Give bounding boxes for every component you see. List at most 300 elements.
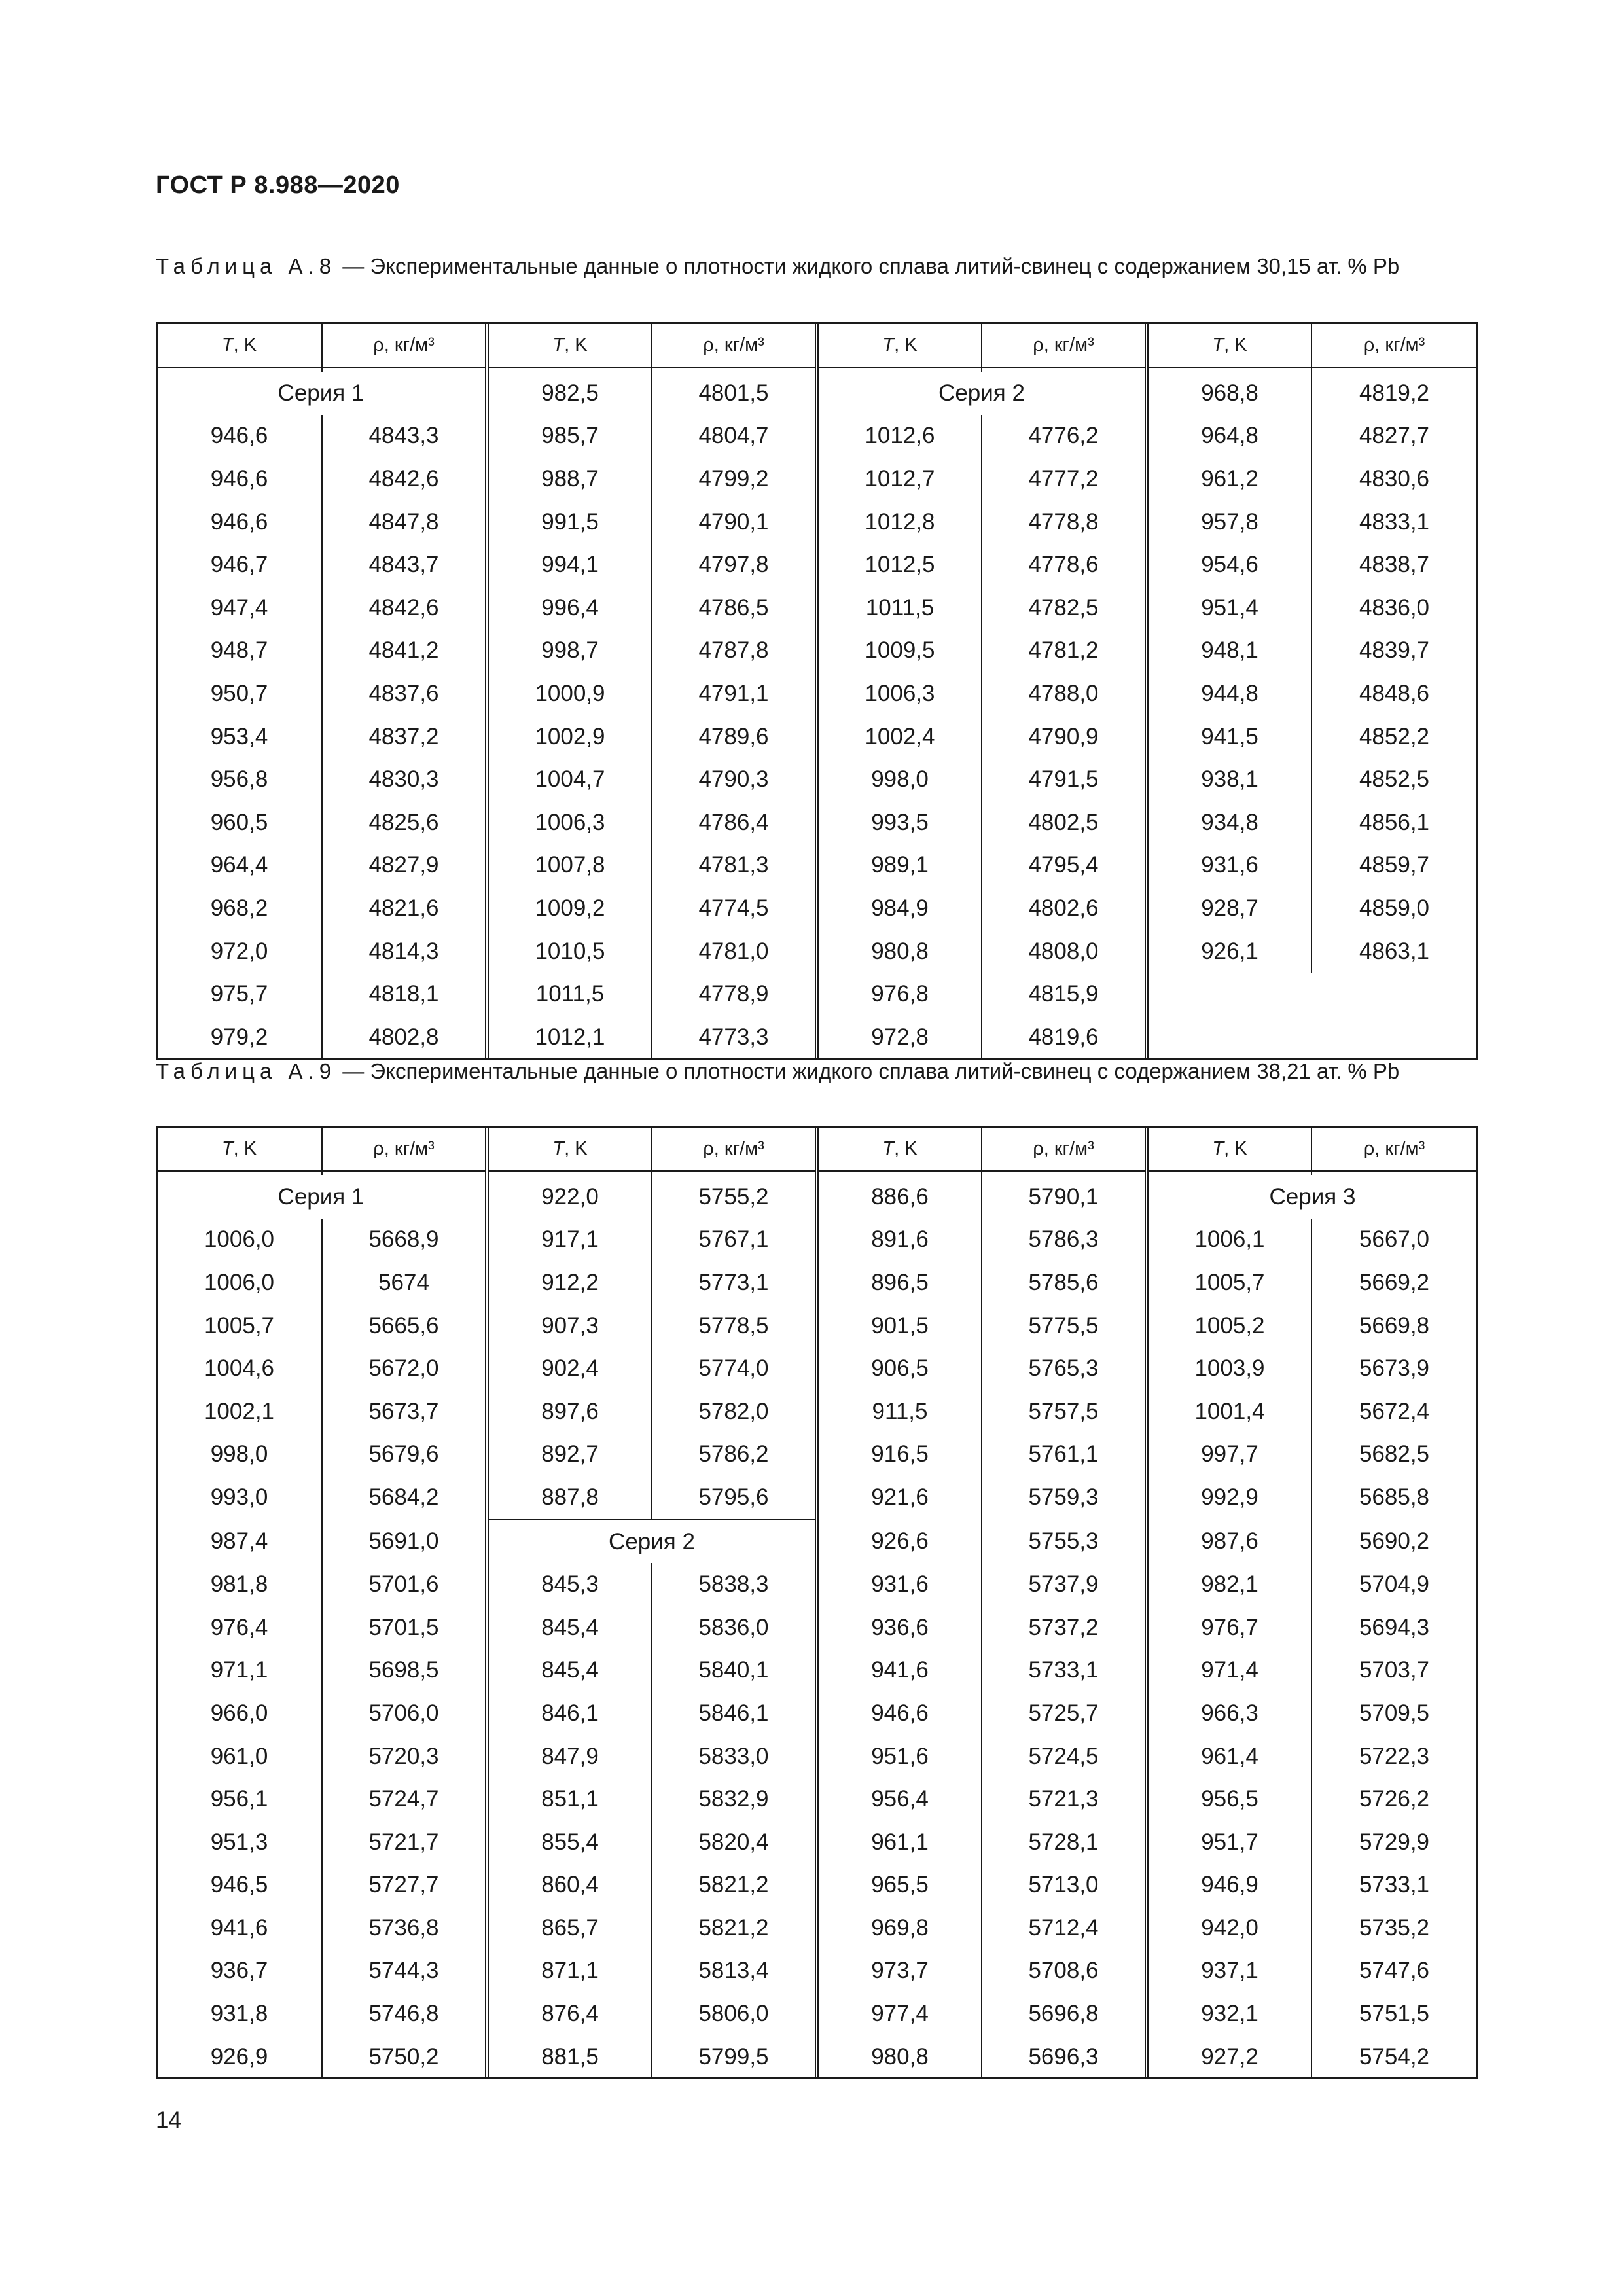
density-value: 4786,5 [652, 586, 817, 630]
table-row [157, 1778, 1476, 1821]
density-value: 4839,7 [1359, 637, 1430, 664]
temperature-value: 926,1 [1147, 930, 1311, 973]
spacer-cell [1147, 1171, 1311, 1175]
density-value: 5725,7 [982, 1692, 1147, 1735]
temperature-value: 956,4 [817, 1778, 982, 1821]
temperature-value: 1012,7 [817, 457, 982, 501]
temperature-value: 951,7 [1147, 1821, 1311, 1864]
density-value: 5696,3 [982, 2036, 1147, 2079]
density-value: 5721,7 [322, 1821, 487, 1864]
table-row [157, 1692, 1476, 1735]
temperature-value: 946,6 [157, 415, 322, 458]
density-value: 5757,5 [982, 1390, 1147, 1433]
density-value: 5682,5 [1359, 1441, 1430, 1467]
density-value: 4791,1 [652, 672, 817, 715]
empty-cell [1147, 973, 1476, 1058]
temperature-value: 931,6 [1147, 844, 1311, 888]
temperature-value: 931,6 [817, 1563, 982, 1606]
density-value: 4837,2 [322, 715, 487, 759]
temperature-value: 926,9 [157, 2036, 322, 2079]
temperature-value: 976,8 [817, 973, 982, 1016]
density-value: 5668,9 [322, 1219, 487, 1262]
density-value: 5751,5 [1359, 2001, 1430, 2027]
table-row [157, 887, 1476, 930]
density-value: 4778,6 [982, 543, 1147, 586]
temperature-value: 911,5 [817, 1390, 982, 1433]
table-a9-caption-label: Таблица А.9 [156, 1059, 337, 1083]
temperature-value: 961,1 [817, 1821, 982, 1864]
temperature-value: 1006,3 [817, 672, 982, 715]
temperature-value: 998,0 [817, 758, 982, 801]
temperature-value: 951,6 [817, 1735, 982, 1778]
table-a9 [157, 1127, 1476, 2078]
temperature-value: 1009,5 [817, 630, 982, 673]
temperature-value: 871,1 [487, 1950, 652, 1993]
temperature-value: 912,2 [487, 1261, 652, 1304]
table-row [157, 672, 1476, 715]
density-value: 5747,6 [1359, 1958, 1430, 1984]
spacer-cell [322, 1171, 487, 1175]
temperature-value: 946,6 [157, 457, 322, 501]
header-density: ρ, кг/м³ [982, 1127, 1147, 1171]
table-row [157, 2036, 1476, 2079]
table-a9-caption-text: — Экспериментальные данные о плотности жидкого сплава литий-свинец с содержанием 38,21 ат. % Pb [336, 1059, 1400, 1083]
density-value: 5775,5 [982, 1304, 1147, 1348]
temperature-value: 936,7 [157, 1950, 322, 1993]
temperature-value: 891,6 [817, 1219, 982, 1262]
density-value: 5833,0 [652, 1735, 817, 1778]
temperature-value: 845,4 [487, 1649, 652, 1693]
spacer-cell [1147, 367, 1311, 372]
density-value: 4856,1 [1359, 809, 1430, 835]
temperature-value: 982,1 [1147, 1563, 1311, 1606]
spacer-cell [652, 1171, 817, 1175]
temperature-value: 942,0 [1147, 1907, 1311, 1950]
density-value: 5685,8 [1359, 1484, 1430, 1511]
table-row [157, 457, 1476, 501]
temperature-value: 946,6 [817, 1692, 982, 1735]
density-value: 5759,3 [982, 1476, 1147, 1520]
temperature-value: 932,1 [1147, 1992, 1311, 2036]
density-value: 4841,2 [322, 630, 487, 673]
temperature-value: 1002,4 [817, 715, 982, 759]
temperature-value: 897,6 [487, 1390, 652, 1433]
temperature-value: 886,6 [817, 1175, 982, 1219]
temperature-value: 992,9 [1147, 1476, 1311, 1520]
temperature-value: 847,9 [487, 1735, 652, 1778]
table-row [157, 1907, 1476, 1950]
header-density: ρ, кг/м³ [322, 323, 487, 367]
temperature-value: 946,5 [157, 1864, 322, 1907]
temperature-value: 961,0 [157, 1735, 322, 1778]
header-density: ρ, кг/м³ [1311, 1127, 1476, 1171]
density-value: 4819,2 [1359, 380, 1430, 406]
density-value: 5672,0 [322, 1347, 487, 1390]
density-value: 5674 [322, 1261, 487, 1304]
density-value: 5721,3 [982, 1778, 1147, 1821]
temperature-value: 1004,7 [487, 758, 652, 801]
density-value: 5673,7 [322, 1390, 487, 1433]
density-value: 5806,0 [652, 1992, 817, 2036]
density-value: 5726,2 [1359, 1786, 1430, 1812]
density-value: 5708,6 [982, 1950, 1147, 1993]
spacer-cell [1311, 367, 1476, 372]
density-value: 4830,3 [322, 758, 487, 801]
density-value: 4778,9 [652, 973, 817, 1016]
table-row [157, 1347, 1476, 1390]
density-value: 5832,9 [652, 1778, 817, 1821]
table-row [157, 973, 1476, 1016]
table-row [157, 1864, 1476, 1907]
table-row [157, 630, 1476, 673]
temperature-value: 985,7 [487, 415, 652, 458]
density-value: 4814,3 [322, 930, 487, 973]
density-value: 5790,1 [982, 1175, 1147, 1219]
temperature-value: 922,0 [487, 1175, 652, 1219]
temperature-value: 1009,2 [487, 887, 652, 930]
temperature-value: 946,6 [157, 501, 322, 544]
density-value: 5713,0 [982, 1864, 1147, 1907]
density-value: 5755,3 [982, 1520, 1147, 1564]
table-row [157, 1390, 1476, 1433]
table-row [157, 543, 1476, 586]
table-row [157, 1649, 1476, 1693]
document-title: ГОСТ Р 8.988—2020 [156, 171, 400, 199]
density-value: 5733,1 [1359, 1872, 1430, 1898]
temperature-value: 961,2 [1147, 457, 1311, 501]
temperature-value: 1005,2 [1147, 1304, 1311, 1348]
table-row [157, 415, 1476, 458]
temperature-value: 948,7 [157, 630, 322, 673]
density-value: 4818,1 [322, 973, 487, 1016]
table-row [157, 1821, 1476, 1864]
temperature-value: 1000,9 [487, 672, 652, 715]
table-row [157, 1175, 1476, 1219]
density-value: 4825,6 [322, 801, 487, 844]
density-value: 5785,6 [982, 1261, 1147, 1304]
density-value: 4808,0 [982, 930, 1147, 973]
temperature-value: 865,7 [487, 1907, 652, 1950]
table-row [157, 1261, 1476, 1304]
density-value: 4837,6 [322, 672, 487, 715]
density-value: 4863,1 [1359, 938, 1430, 964]
density-value: 5709,5 [1359, 1700, 1430, 1726]
density-value: 5727,7 [322, 1864, 487, 1907]
temperature-value: 980,8 [817, 930, 982, 973]
temperature-value: 845,4 [487, 1606, 652, 1649]
temperature-value: 937,1 [1147, 1950, 1311, 1993]
density-value: 5694,3 [1359, 1614, 1430, 1640]
header-temperature: T, K [817, 1127, 982, 1171]
density-value: 4827,9 [322, 844, 487, 888]
temperature-value: 892,7 [487, 1433, 652, 1477]
density-value: 5782,0 [652, 1390, 817, 1433]
density-value: 5820,4 [652, 1821, 817, 1864]
temperature-value: 969,8 [817, 1907, 982, 1950]
density-value: 4781,3 [652, 844, 817, 888]
spacer-cell [322, 367, 487, 372]
density-value: 5821,2 [652, 1864, 817, 1907]
temperature-value: 1006,3 [487, 801, 652, 844]
density-value: 4804,7 [652, 415, 817, 458]
table-row [157, 1520, 1476, 1564]
spacer-cell [982, 1171, 1147, 1175]
temperature-value: 975,7 [157, 973, 322, 1016]
header-density: ρ, кг/м³ [652, 1127, 817, 1171]
density-value: 4843,3 [322, 415, 487, 458]
density-value: 5755,2 [652, 1175, 817, 1219]
temperature-value: 951,4 [1147, 586, 1311, 630]
spacer-cell [652, 367, 817, 372]
temperature-value: 944,8 [1147, 672, 1311, 715]
header-temperature: T, K [1147, 323, 1311, 367]
density-value: 4802,5 [982, 801, 1147, 844]
spacer-cell [487, 367, 652, 372]
temperature-value: 938,1 [1147, 758, 1311, 801]
temperature-value: 972,0 [157, 930, 322, 973]
temperature-value: 972,8 [817, 1016, 982, 1059]
temperature-value: 948,1 [1147, 630, 1311, 673]
temperature-value: 984,9 [817, 887, 982, 930]
density-value: 4859,7 [1359, 852, 1430, 878]
temperature-value: 921,6 [817, 1476, 982, 1520]
temperature-value: 976,7 [1147, 1606, 1311, 1649]
header-density: ρ, кг/м³ [322, 1127, 487, 1171]
temperature-value: 941,6 [817, 1649, 982, 1693]
density-value: 5684,2 [322, 1476, 487, 1520]
temperature-value: 1002,1 [157, 1390, 322, 1433]
table-row [157, 758, 1476, 801]
density-value: 5786,2 [652, 1433, 817, 1477]
temperature-value: 976,4 [157, 1606, 322, 1649]
table-row [157, 1563, 1476, 1606]
temperature-value: 887,8 [487, 1476, 652, 1520]
density-value: 5704,9 [1359, 1571, 1430, 1598]
density-value: 5773,1 [652, 1261, 817, 1304]
temperature-value: 934,8 [1147, 801, 1311, 844]
density-value: 4847,8 [322, 501, 487, 544]
temperature-value: 968,2 [157, 887, 322, 930]
table-row [157, 844, 1476, 888]
header-temperature: T, K [487, 323, 652, 367]
density-value: 4830,6 [1359, 465, 1430, 492]
density-value: 5735,2 [1359, 1914, 1430, 1941]
temperature-value: 988,7 [487, 457, 652, 501]
temperature-value: 1012,6 [817, 415, 982, 458]
table-row [157, 501, 1476, 544]
temperature-value: 997,7 [1147, 1433, 1311, 1477]
density-value: 5836,0 [652, 1606, 817, 1649]
spacer-cell [157, 1171, 322, 1175]
density-value: 5729,9 [1359, 1829, 1430, 1855]
temperature-value: 1003,9 [1147, 1347, 1311, 1390]
temperature-value: 964,8 [1147, 415, 1311, 458]
density-value: 4802,8 [322, 1016, 487, 1059]
temperature-value: 947,4 [157, 586, 322, 630]
density-value: 4787,8 [652, 630, 817, 673]
temperature-value: 917,1 [487, 1219, 652, 1262]
density-value: 4799,2 [652, 457, 817, 501]
table-header-row [157, 323, 1476, 367]
density-value: 5786,3 [982, 1219, 1147, 1262]
temperature-value: 996,4 [487, 586, 652, 630]
spacer-cell [817, 367, 982, 372]
density-value: 5774,0 [652, 1347, 817, 1390]
table-row [157, 1950, 1476, 1993]
temperature-value: 1001,4 [1147, 1390, 1311, 1433]
density-value: 5672,4 [1359, 1398, 1430, 1424]
temperature-value: 998,7 [487, 630, 652, 673]
temperature-value: 896,5 [817, 1261, 982, 1304]
density-value: 5720,3 [322, 1735, 487, 1778]
density-value: 4801,5 [652, 372, 817, 415]
density-value: 5706,0 [322, 1692, 487, 1735]
density-value: 5746,8 [322, 1992, 487, 2036]
table-row [157, 930, 1476, 973]
table-a9-caption [156, 1056, 1476, 1086]
temperature-value: 876,4 [487, 1992, 652, 2036]
density-value: 5722,3 [1359, 1743, 1430, 1769]
temperature-value: 968,8 [1147, 372, 1311, 415]
temperature-value: 1007,8 [487, 844, 652, 888]
density-value: 5667,0 [1359, 1227, 1430, 1253]
spacer-cell [982, 367, 1147, 372]
density-value: 4789,6 [652, 715, 817, 759]
temperature-value: 956,1 [157, 1778, 322, 1821]
temperature-value: 855,4 [487, 1821, 652, 1864]
spacer-cell [817, 1171, 982, 1175]
density-value: 4819,6 [982, 1016, 1147, 1059]
header-temperature: T, K [1147, 1127, 1311, 1171]
temperature-value: 881,5 [487, 2036, 652, 2079]
temperature-value: 964,4 [157, 844, 322, 888]
temperature-value: 980,8 [817, 2036, 982, 2079]
density-value: 4773,3 [652, 1016, 817, 1059]
temperature-value: 987,6 [1147, 1520, 1311, 1564]
density-value: 5767,1 [652, 1219, 817, 1262]
density-value: 5701,6 [322, 1563, 487, 1606]
temperature-value: 1006,1 [1147, 1219, 1311, 1262]
temperature-value: 954,6 [1147, 543, 1311, 586]
density-value: 5673,9 [1359, 1355, 1430, 1382]
density-value: 5701,5 [322, 1606, 487, 1649]
temperature-value: 993,5 [817, 801, 982, 844]
temperature-value: 966,3 [1147, 1692, 1311, 1735]
density-value: 4802,6 [982, 887, 1147, 930]
density-value: 4790,9 [982, 715, 1147, 759]
temperature-value: 906,5 [817, 1347, 982, 1390]
density-value: 5821,2 [652, 1907, 817, 1950]
density-value: 4843,7 [322, 543, 487, 586]
temperature-value: 966,0 [157, 1692, 322, 1735]
density-value: 5838,3 [652, 1563, 817, 1606]
density-value: 5703,7 [1359, 1657, 1430, 1683]
table-row [157, 1304, 1476, 1348]
table-row [157, 1476, 1476, 1520]
density-value: 4797,8 [652, 543, 817, 586]
temperature-value: 971,4 [1147, 1649, 1311, 1693]
temperature-value: 1011,5 [817, 586, 982, 630]
table-header-row [157, 1127, 1476, 1171]
density-value: 5744,3 [322, 1950, 487, 1993]
density-value: 5679,6 [322, 1433, 487, 1477]
header-density: ρ, кг/м³ [1311, 323, 1476, 367]
series-label: Серия 3 [1269, 1183, 1356, 1210]
density-value: 4790,3 [652, 758, 817, 801]
temperature-value: 928,7 [1147, 887, 1311, 930]
temperature-value: 953,4 [157, 715, 322, 759]
density-value: 5728,1 [982, 1821, 1147, 1864]
density-value: 5724,7 [322, 1778, 487, 1821]
density-value: 4859,0 [1359, 895, 1430, 921]
density-value: 5733,1 [982, 1649, 1147, 1693]
temperature-value: 1004,6 [157, 1347, 322, 1390]
header-temperature: T, K [157, 1127, 322, 1171]
temperature-value: 987,4 [157, 1520, 322, 1564]
table-row [157, 586, 1476, 630]
density-value: 4782,5 [982, 586, 1147, 630]
page-number: 14 [156, 2108, 181, 2133]
density-value: 5691,0 [322, 1520, 487, 1564]
temperature-value: 994,1 [487, 543, 652, 586]
temperature-value: 973,7 [817, 1950, 982, 1993]
temperature-value: 846,1 [487, 1692, 652, 1735]
table-row [157, 372, 1476, 415]
temperature-value: 960,5 [157, 801, 322, 844]
temperature-value: 902,4 [487, 1347, 652, 1390]
density-value: 5846,1 [652, 1692, 817, 1735]
series-label: Серия 1 [157, 1175, 487, 1219]
temperature-value: 1006,0 [157, 1261, 322, 1304]
temperature-value: 1012,8 [817, 501, 982, 544]
series-label: Серия 2 [487, 1520, 817, 1564]
temperature-value: 1006,0 [157, 1219, 322, 1262]
density-value: 4777,2 [982, 457, 1147, 501]
table-row [157, 1433, 1476, 1477]
temperature-value: 1012,1 [487, 1016, 652, 1059]
header-density: ρ, кг/м³ [982, 323, 1147, 367]
spacer-cell [487, 1171, 652, 1175]
density-value: 5799,5 [652, 2036, 817, 2079]
density-value: 4842,6 [322, 586, 487, 630]
density-value: 4790,1 [652, 501, 817, 544]
temperature-value: 965,5 [817, 1864, 982, 1907]
table-a8 [157, 323, 1476, 1059]
density-value: 5737,9 [982, 1563, 1147, 1606]
temperature-value: 931,8 [157, 1992, 322, 2036]
density-value: 5795,6 [652, 1476, 817, 1520]
table-a8-caption [156, 251, 1476, 281]
density-value: 5665,6 [322, 1304, 487, 1348]
density-value: 4833,1 [1359, 509, 1430, 535]
temperature-value: 998,0 [157, 1433, 322, 1477]
density-value: 5698,5 [322, 1649, 487, 1693]
header-density: ρ, кг/м³ [652, 323, 817, 367]
temperature-value: 926,6 [817, 1520, 982, 1564]
density-value: 4781,0 [652, 930, 817, 973]
density-value: 5778,5 [652, 1304, 817, 1348]
temperature-value: 957,8 [1147, 501, 1311, 544]
temperature-value: 956,8 [157, 758, 322, 801]
density-value: 4776,2 [982, 415, 1147, 458]
header-temperature: T, K [817, 323, 982, 367]
table-row [157, 1219, 1476, 1262]
density-value: 5761,1 [982, 1433, 1147, 1477]
density-value: 4838,7 [1359, 552, 1430, 578]
temperature-value: 981,8 [157, 1563, 322, 1606]
temperature-value: 941,5 [1147, 715, 1311, 759]
density-value: 4827,7 [1359, 423, 1430, 449]
